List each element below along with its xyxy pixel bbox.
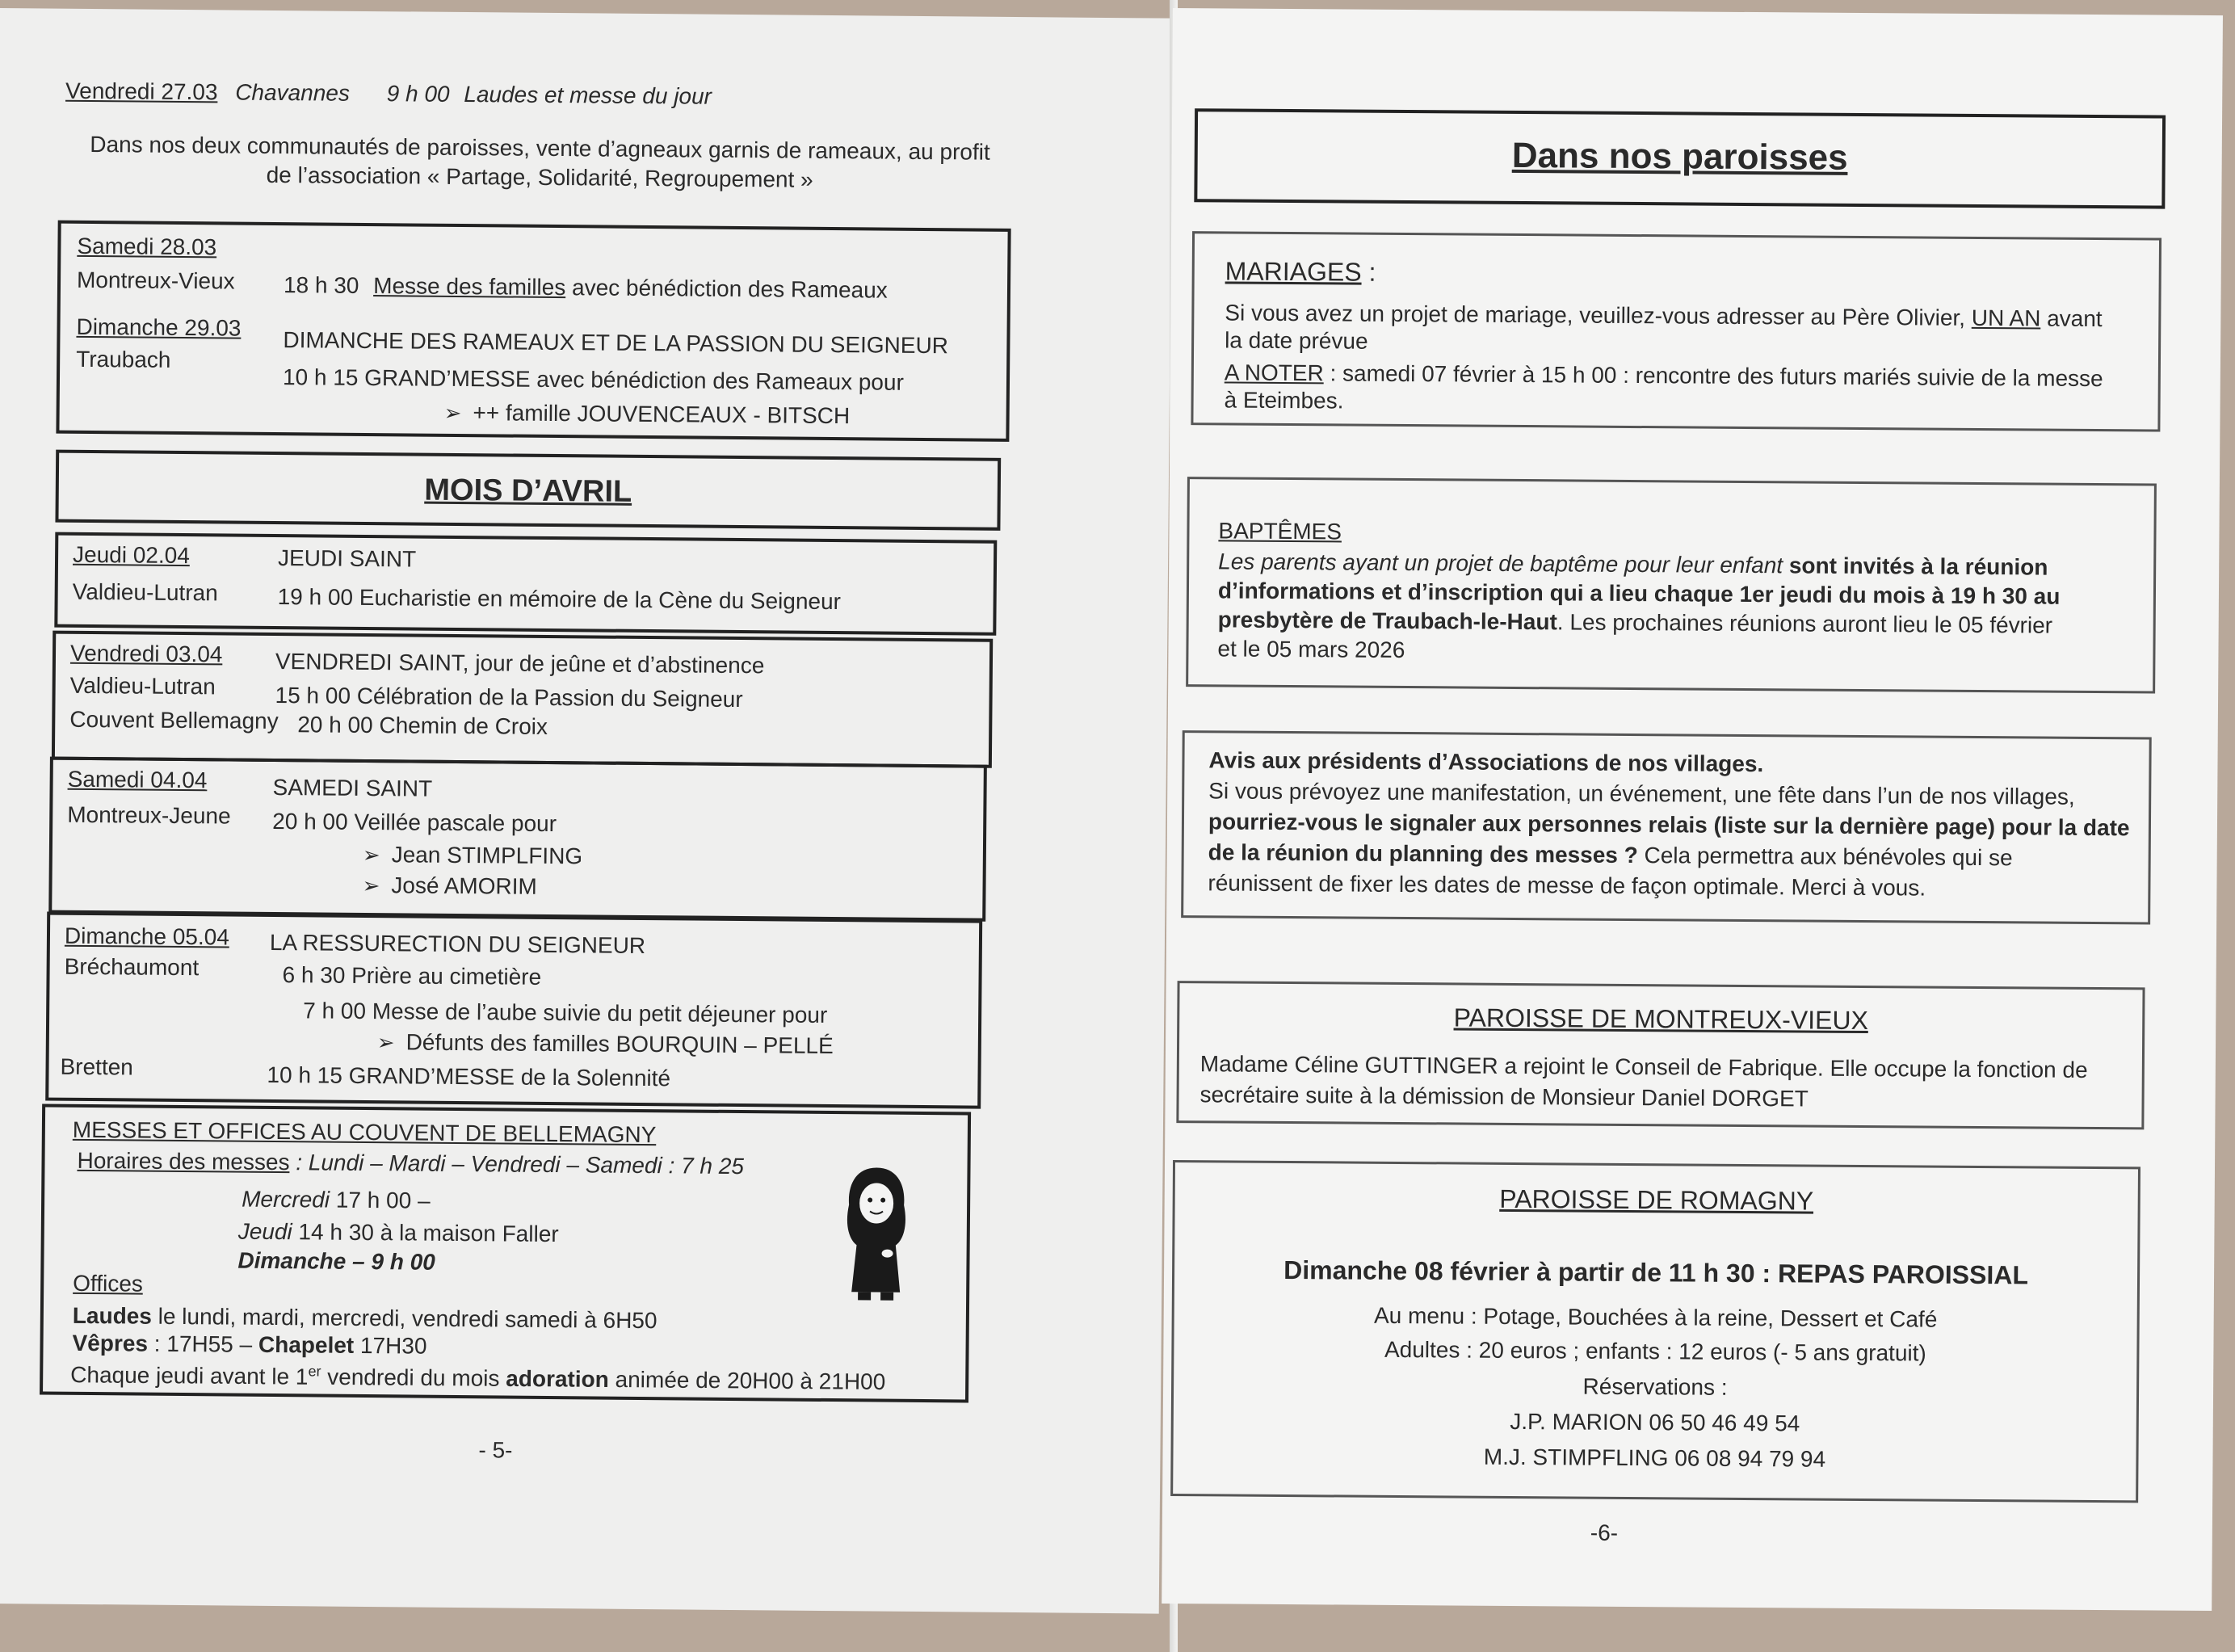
montreux-box xyxy=(1176,981,2145,1129)
avis-line-3-b: de la réunion du planning des messes ? xyxy=(1208,839,1638,868)
dimanche-messe: Dimanche – 9 h 00 xyxy=(237,1247,435,1275)
jeudi-date: Jeudi 02.04 xyxy=(72,541,191,569)
vendredi-line-1: 15 h 00 Célébration de la Passion du Seigneur xyxy=(275,683,743,713)
dimanche-title: LA RESSURECTION DU SEIGNEUR xyxy=(269,929,646,959)
avis-box xyxy=(1181,730,2152,924)
laudes-rest: le lundi, mardi, mercredi, vendredi samedi à 6H50 xyxy=(151,1303,657,1334)
mariages-line-1-a: Si vous avez un projet de mariage, veuillez-vous adresser au Père Olivier, xyxy=(1225,300,1972,330)
right-page xyxy=(1162,8,2223,1611)
avis-line-2: pourriez-vous le signaler aux personnes relais (liste sur la dernière page) pour la date xyxy=(1208,809,2130,841)
samedi-28-time: 18 h 30 xyxy=(283,272,359,298)
mariages-line-1-b: avant xyxy=(2040,305,2103,332)
vendredi-title: VENDREDI SAINT, jour de jeûne et d’abstinence xyxy=(275,649,765,679)
arrow-icon: ➢ xyxy=(362,872,380,898)
month-title: MOIS D’AVRIL xyxy=(424,473,632,509)
mariages-box xyxy=(1191,231,2161,431)
top-line-time: 9 h 00 xyxy=(386,81,450,107)
agneaux-note: Dans nos deux communautés de paroisses, vente d’agneaux garnis de rameaux, au profit de l’association « Partage, Solidarité, Regroupement » xyxy=(90,131,990,192)
mariages-noter-line xyxy=(1225,358,2103,393)
jeudi-faller-line xyxy=(238,1217,559,1249)
dimanche-29-place: Traubach xyxy=(76,346,171,372)
mercredi-line xyxy=(242,1185,431,1216)
jeudi-faller-rest: 14 h 30 à la maison Faller xyxy=(292,1219,559,1247)
samedi-intention-2-row xyxy=(362,871,537,902)
jeudi-title: JEUDI SAINT xyxy=(277,545,417,572)
right-title-box xyxy=(1194,108,2166,208)
baptemes-line-3-b: presbytère de Traubach-le-Haut xyxy=(1217,607,1557,635)
top-line-service: Laudes et messe du jour xyxy=(464,82,712,109)
samedi-28-line xyxy=(284,271,888,305)
vendredi-saint-box xyxy=(52,631,993,768)
baptemes-line-3-rest: . Les prochaines réunions auront lieu le 05 février xyxy=(1557,609,2053,638)
baptemes-line-2: d’informations et d’inscription qui a lieu chaque 1er jeudi du mois à 19 h 30 au xyxy=(1217,578,2061,609)
dimanche-intention-row xyxy=(377,1028,834,1061)
adoration-line xyxy=(70,1355,885,1397)
dimanche-29-line: 10 h 15 GRAND’MESSE avec bénédiction des Rameaux pour xyxy=(282,364,904,395)
dimanche-intention: Défunts des familles BOURQUIN – PELLÉ xyxy=(405,1029,834,1059)
page-number-right: -6- xyxy=(1590,1520,1619,1545)
samedi-28-date: Samedi 28.03 xyxy=(77,233,217,260)
romagny-menu: Au menu : Potage, Bouchées à la reine, Dessert et Café xyxy=(1373,1302,1938,1332)
adoration-sup: er xyxy=(308,1363,321,1380)
samedi-28-event: Messe des familles xyxy=(373,273,566,301)
dimanche-date: Dimanche 05.04 xyxy=(64,923,230,950)
adoration-mid: vendredi du mois xyxy=(321,1364,506,1391)
avis-line-3 xyxy=(1208,838,2013,872)
dimanche-29-intention-row xyxy=(443,398,850,431)
mariages-noter-label: A NOTER xyxy=(1224,359,1324,386)
mariages-noter-text: : samedi 07 février à 15 h 00 : rencontre des futurs mariés suivie de la messe xyxy=(1323,360,2103,392)
dimanche-paques-box xyxy=(45,912,982,1109)
samedi-saint-box xyxy=(48,757,987,922)
adoration-bold: adoration xyxy=(506,1365,609,1392)
dimanche-29-intention: ++ famille JOUVENCEAUX - BITSCH xyxy=(473,400,851,429)
mariages-line-2: la date prévue xyxy=(1225,327,1368,354)
vepres-rest: : 17H55 – xyxy=(147,1330,259,1357)
top-line-date: Vendredi 27.03 xyxy=(65,78,218,105)
mariages-un-an: UN AN xyxy=(1971,305,2041,331)
avis-line-3-rest: Cela permettra aux bénévoles qui se xyxy=(1637,843,2013,871)
samedi-intention-1-row xyxy=(363,840,583,871)
jeudi-line: 19 h 00 Eucharistie en mémoire de la Cène du Seigneur xyxy=(277,584,842,615)
couvent-title: MESSES ET OFFICES AU COUVENT DE BELLEMAGNY xyxy=(72,1116,657,1148)
page-number-left: - 5- xyxy=(478,1437,513,1463)
vepres-label: Vêpres xyxy=(72,1330,149,1356)
couvent-box xyxy=(40,1104,971,1403)
horaires-label: Horaires des messes xyxy=(77,1147,290,1175)
month-heading-box xyxy=(55,450,1001,531)
horaires-text: : Lundi – Mardi – Vendredi – Samedi : 7 h 25 xyxy=(289,1150,745,1179)
baptemes-box xyxy=(1186,477,2157,693)
romagny-prices: Adultes : 20 euros ; enfants : 12 euros (- 5 ans gratuit) xyxy=(1384,1336,1926,1366)
jeudi-faller-day: Jeudi xyxy=(237,1218,292,1245)
mariages-colon: : xyxy=(1361,257,1376,287)
romagny-contact-1: J.P. MARION 06 50 46 49 54 xyxy=(1510,1408,1800,1436)
avis-line-1: Si vous prévoyez une manifestation, un événement, une fête dans l’un de nos villages, xyxy=(1208,778,2075,809)
laudes-label: Laudes xyxy=(72,1302,153,1329)
chapelet-rest: 17H30 xyxy=(354,1332,427,1359)
samedi-28-place: Montreux-Vieux xyxy=(76,267,235,294)
mariages-heading xyxy=(1225,256,1376,286)
baptemes-label: BAPTÊMES xyxy=(1218,518,1342,544)
samedi-intention-2: José AMORIM xyxy=(391,872,537,899)
jeudi-saint-box xyxy=(54,532,997,636)
romagny-contact-2: M.J. STIMPFLING 06 08 94 79 94 xyxy=(1483,1444,1826,1472)
samedi-title: SAMEDI SAINT xyxy=(272,774,433,801)
dimanche-line-3: 10 h 15 GRAND’MESSE de la Solennité xyxy=(267,1061,671,1091)
vendredi-place-2: Couvent Bellemagny xyxy=(69,706,279,734)
samedi-place: Montreux-Jeune xyxy=(67,801,231,829)
romagny-title: PAROISSE DE ROMAGNY xyxy=(1499,1183,1814,1216)
baptemes-line-1-i: Les parents ayant un projet de baptême pour leur enfant xyxy=(1218,549,1790,578)
romagny-headline: Dimanche 08 février à partir de 11 h 30 : REPAS PAROISSIAL xyxy=(1283,1255,2029,1290)
left-page xyxy=(0,8,1173,1614)
romagny-reservations: Réservations : xyxy=(1582,1373,1728,1400)
samedi-28-event-rest: avec bénédiction des Rameaux xyxy=(571,275,888,303)
mercredi-rest: 17 h 00 – xyxy=(329,1187,431,1213)
chapelet-label: Chapelet xyxy=(258,1331,355,1358)
dimanche-29-title: DIMANCHE DES RAMEAUX ET DE LA PASSION DU SEIGNEUR xyxy=(283,327,949,359)
adoration-post: animée de 20H00 à 21H00 xyxy=(608,1366,886,1394)
jeudi-place: Valdieu-Lutran xyxy=(72,578,218,606)
vendredi-date: Vendredi 03.04 xyxy=(69,640,223,667)
baptemes-line-4: et le 05 mars 2026 xyxy=(1217,636,1405,663)
right-title: Dans nos paroisses xyxy=(1511,135,1848,178)
dimanche-place-2: Bretten xyxy=(60,1053,133,1080)
avis-title: Avis aux présidents d’Associations de nos villages. xyxy=(1208,747,1764,777)
mariages-label: MARIAGES xyxy=(1225,256,1362,287)
arrow-icon: ➢ xyxy=(443,400,462,426)
vendredi-line-2: 20 h 00 Chemin de Croix xyxy=(297,712,548,739)
samedi-line: 20 h 00 Veillée pascale pour xyxy=(272,808,557,837)
samedi-intention-1: Jean STIMPLFING xyxy=(391,842,583,869)
adoration-pre: Chaque jeudi avant le 1 xyxy=(70,1362,309,1389)
samedi-date: Samedi 04.04 xyxy=(67,766,208,793)
nun-illustration-icon xyxy=(835,1162,918,1309)
top-line-place: Chavannes xyxy=(235,79,351,106)
montreux-line-1: Madame Céline GUTTINGER a rejoint le Conseil de Fabrique. Elle occupe la fonction de xyxy=(1199,1051,2088,1082)
montreux-title: PAROISSE DE MONTREUX-VIEUX xyxy=(1453,1003,1869,1036)
arrow-icon: ➢ xyxy=(376,1030,395,1055)
dimanche-line-2: 7 h 00 Messe de l’aube suivie du petit déjeuner pour xyxy=(303,998,828,1028)
rameaux-box xyxy=(56,221,1010,442)
romagny-box xyxy=(1170,1160,2140,1503)
avis-line-4: réunissent de fixer les dates de messe de façon optimale. Merci à vous. xyxy=(1208,870,1926,901)
dimanche-line-1: 6 h 30 Prière au cimetière xyxy=(282,962,542,990)
dimanche-29-date: Dimanche 29.03 xyxy=(76,313,242,341)
mercredi-day: Mercredi xyxy=(242,1186,330,1213)
vendredi-place-1: Valdieu-Lutran xyxy=(69,672,216,700)
dimanche-place-1: Bréchaumont xyxy=(64,953,200,981)
mariages-noter-line-2: à Eteimbes. xyxy=(1224,387,1344,414)
horaires-line xyxy=(77,1146,744,1181)
arrow-icon: ➢ xyxy=(362,842,380,868)
top-line xyxy=(65,77,712,111)
offices-label: Offices xyxy=(73,1270,143,1297)
baptemes-line-1-b: sont invités à la réunion xyxy=(1788,553,2048,580)
montreux-line-2: secrétaire suite à la démission de Monsieur Daniel DORGET xyxy=(1199,1082,1809,1112)
